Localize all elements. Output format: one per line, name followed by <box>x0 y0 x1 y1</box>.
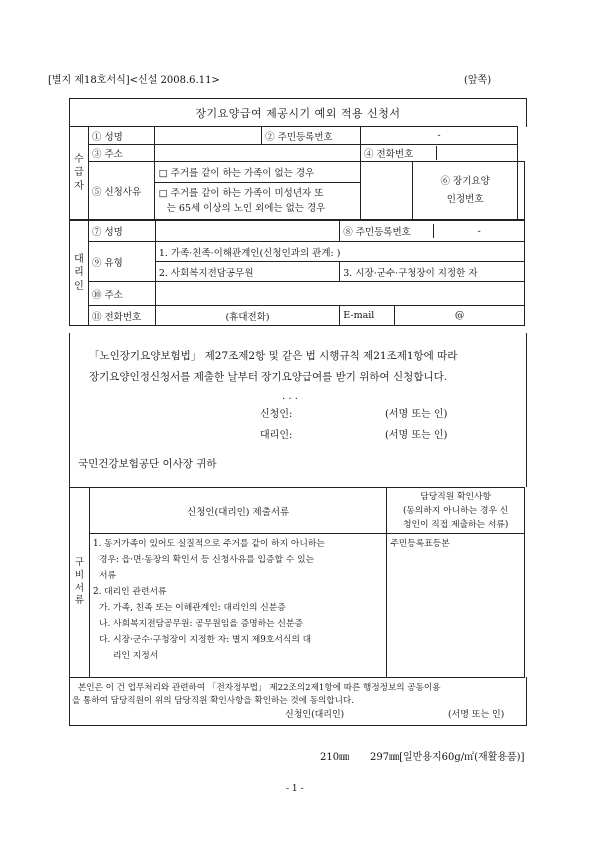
agent-table <box>69 220 525 326</box>
docs-col2-header <box>387 488 525 534</box>
reason-options <box>154 162 360 220</box>
statement-line-1: 「노인장기요양보험법」 제27조제2항 및 같은 법 시행규칙 제21조제1항에 따라 <box>89 350 458 362</box>
recipient-phone-field[interactable] <box>437 146 517 160</box>
recipient-address-label: ③ 주소 <box>88 145 154 162</box>
agent-sign[interactable]: (서명 또는 인) <box>385 430 448 441</box>
cert-gap <box>361 162 413 220</box>
addressee: 국민건강보험공단 이사장 귀하 <box>78 458 217 470</box>
agent-sign-label: 대리인: <box>260 430 293 441</box>
date-line[interactable]: . . . <box>282 391 298 402</box>
agent-type-2[interactable]: 2. 사회복지전담공무원 <box>155 262 339 282</box>
form-title: 장기요양급여 제공시기 예외 적용 신청서 <box>195 107 401 120</box>
applicant-label: 신청인: <box>260 409 293 420</box>
agent-address-field[interactable] <box>155 282 524 306</box>
email-label: E-mail <box>340 306 395 326</box>
agent-phone-field[interactable] <box>155 306 339 326</box>
cert-field[interactable] <box>518 162 525 220</box>
cert-label-2: 인정번호 <box>446 193 484 205</box>
agent-type-label: ⑨ 유형 <box>88 242 155 282</box>
reason-option-2[interactable] <box>155 183 360 219</box>
docs-col2-header-1: 담당직원 확인사항 <box>420 491 492 502</box>
form-title-box <box>69 98 527 127</box>
reason-option-2-text-a: □ 주거를 같이 하는 가족이 미성년자 또 <box>158 187 324 199</box>
consent-sign[interactable]: (서명 또는 인) <box>448 710 505 720</box>
docs-col1-header: 신청인(대리인) 제출서류 <box>89 488 386 534</box>
documents-side-label-2: 서류 <box>74 582 85 607</box>
email-field[interactable] <box>395 306 525 326</box>
documents-side-label-1: 구비 <box>74 556 85 581</box>
agent-rrn-cell <box>340 221 525 242</box>
docs-item-1c: 서류 <box>98 571 116 581</box>
reason-option-1[interactable] <box>155 163 360 183</box>
docs-verify-list <box>387 534 525 678</box>
page-side: (앞쪽) <box>464 75 492 86</box>
agent-rrn-separator: - <box>477 225 481 237</box>
recipient-phone-cell <box>361 145 518 162</box>
agent-name-label: ⑦ 성명 <box>88 221 155 242</box>
recipient-rrn-label: ② 주민등록번호 <box>262 127 361 145</box>
docs-applicant-list <box>89 534 386 678</box>
recipient-table <box>69 126 525 220</box>
agent-name-field[interactable] <box>155 221 339 242</box>
cert-label <box>413 162 518 220</box>
recipient-name-label: ① 성명 <box>88 127 154 145</box>
agent-rrn-label: ⑧ 주민등록번호 <box>340 224 434 238</box>
reason-option-2-text-b: 는 65세 이상의 노인 외에는 없는 경우 <box>166 202 326 214</box>
statement-line-2: 장기요양인정신청서를 제출한 날부터 장기요양급여를 받기 위하여 신청합니다. <box>89 371 448 383</box>
applicant-sign[interactable]: (서명 또는 인) <box>385 409 448 420</box>
docs-item-1b: 경우: 읍·면·동장의 확인서 등 신청사유를 입증할 수 있는 <box>98 555 315 565</box>
recipient-name-field[interactable] <box>154 127 261 145</box>
documents-table <box>69 487 525 678</box>
consent-line-2: 을 통하여 담당직원이 위의 담당직원 확인사항을 확인하는 것에 동의합니다. <box>72 696 354 706</box>
reason-label: ⑤ 신청사유 <box>88 162 154 220</box>
docs-item-2a: 가. 가족, 친족 또는 이해관계인: 대리인의 신분증 <box>98 603 286 613</box>
recipient-section-label: 수 급 자 <box>70 127 89 220</box>
agent-address-label: ⑩ 주소 <box>88 282 155 306</box>
docs-item-2: 2. 대리인 관련서류 <box>92 587 167 597</box>
form-id: [별지 제18호서식]<신설 2008.6.11> <box>48 75 220 86</box>
paper-height-spec: 297㎜[일반용지60g/㎡(재활용품)] <box>370 752 525 763</box>
recipient-phone-label: ④ 전화번호 <box>361 146 437 160</box>
paper-width: 210㎜ <box>320 752 350 763</box>
email-at: @ <box>454 310 465 321</box>
consent-line-1: 본인은 이 건 업무처리와 관련하여 「전자정부법」 제22조의2제1항에 따른 행정정보의 공동이용 <box>78 683 441 693</box>
agent-rrn-field[interactable] <box>434 224 524 238</box>
reason-option-1-text: □ 주거를 같이 하는 가족이 없는 경우 <box>158 168 315 179</box>
cert-label-1: ⑥ 장기요양 <box>440 175 490 187</box>
rrn-separator: - <box>437 130 441 141</box>
agent-phone-label: ⑪ 전화번호 <box>88 306 155 326</box>
docs-item-2c2: 리인 지정서 <box>112 651 159 661</box>
docs-col2-header-2: (동의하지 아니하는 경우 신 <box>402 505 509 516</box>
mobile-label: (휴대전화) <box>225 311 270 323</box>
documents-side-label <box>70 488 90 678</box>
docs-col2-header-3: 청인이 직접 제출하는 서류) <box>402 519 509 530</box>
agent-type-1[interactable]: 1. 가족·친족·이해관계인(신청인과의 관계: ) <box>155 242 524 262</box>
recipient-rrn-field[interactable] <box>361 127 518 145</box>
agent-type-3[interactable]: 3. 시장·군수·구청장이 지정한 자 <box>340 262 525 282</box>
consent-signer: 신청인(대리인) <box>285 710 345 720</box>
docs-item-1a: 1. 동거가족이 있어도 실질적으로 주거를 같이 하지 아니하는 <box>92 539 325 549</box>
docs-item-2b: 나. 사회복지전담공무원: 공무원임을 증명하는 신분증 <box>98 619 303 629</box>
docs-item-2c1: 다. 시장·군수·구청장이 지정한 자: 별지 제9호서식의 대 <box>98 635 312 645</box>
page-number: - 1 - <box>286 784 304 794</box>
docs-verify-item: 주민등록표등본 <box>390 539 450 549</box>
recipient-address-field[interactable] <box>154 145 360 162</box>
agent-section-label: 대 리 인 <box>70 221 89 326</box>
